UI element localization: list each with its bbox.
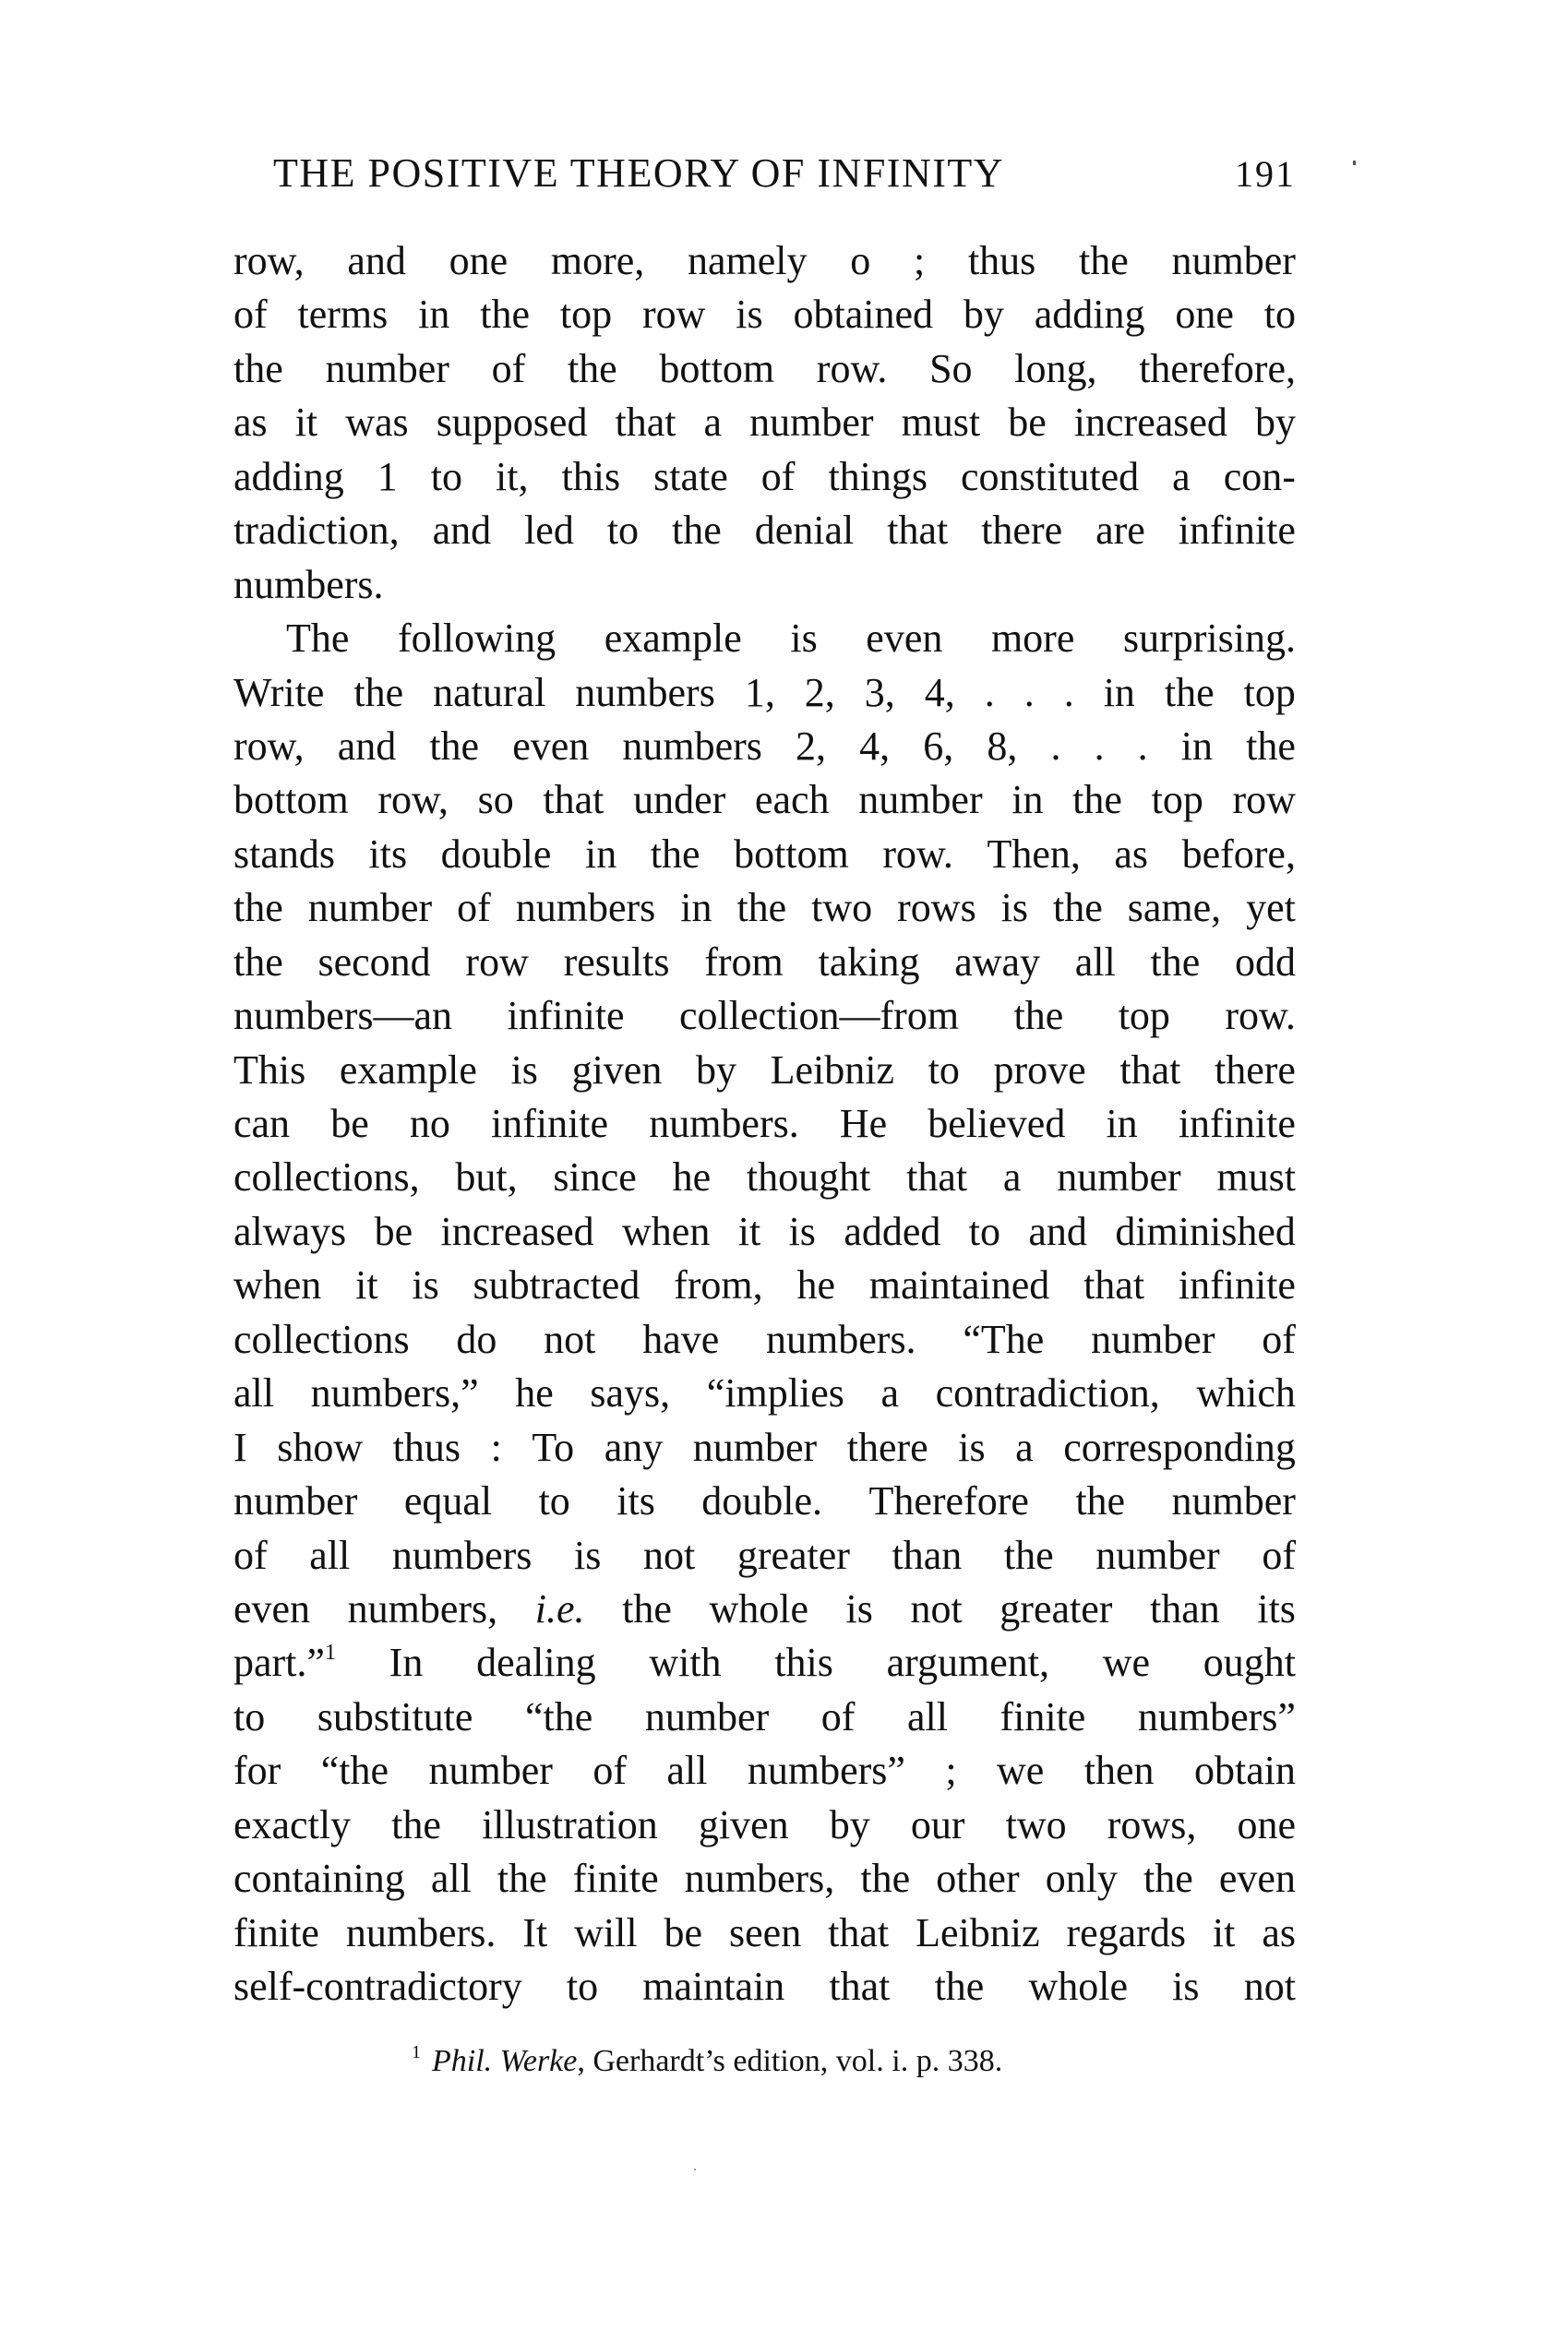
text-line: to substitute “the number of all finite numbers”: [233, 1694, 1296, 1739]
text-line: can be no infinite numbers. He believed in infinite: [233, 1101, 1296, 1146]
page-number: 191: [1235, 153, 1296, 195]
text-line: I show thus : To any number there is a corresponding: [233, 1425, 1296, 1470]
text-line: numbers.: [233, 562, 384, 607]
text-line: self-contradictory to maintain that the whole is not: [233, 1964, 1296, 2009]
text-line: the number of the bottom row. So long, therefore,: [233, 346, 1296, 391]
text-line: the second row results from taking away all the odd: [233, 939, 1296, 985]
running-title: THE POSITIVE THEORY OF INFINITY: [273, 150, 1005, 196]
footnote-title: Phil. Werke: [432, 2044, 578, 2078]
text-line: collections do not have numbers. “The number of: [233, 1317, 1296, 1362]
text-line: for “the number of all numbers” ; we then obtain: [233, 1748, 1296, 1793]
text-line: stands its double in the bottom row. Then, as before,: [233, 831, 1296, 877]
text-line: bottom row, so that under each number in the top row: [233, 777, 1296, 822]
text-line: as it was supposed that a number must be increased by: [233, 400, 1296, 445]
text-line: The following example is even more surprising.: [286, 616, 1296, 661]
text-line: containing all the finite numbers, the other only the even: [233, 1856, 1296, 1901]
text-line: adding 1 to it, this state of things constituted a con-: [233, 454, 1296, 499]
text-line: exactly the illustration given by our two rows, one: [233, 1802, 1296, 1847]
scan-speck: [1353, 161, 1356, 165]
text-line: number equal to its double. Therefore the number: [233, 1478, 1296, 1524]
text-line: part.”$^1$ In dealing with this argument, we ought: [233, 1640, 1296, 1685]
text-line: row, and the even numbers 2, 4, 6, 8, . . . in the: [233, 723, 1296, 769]
scan-speck: [694, 2169, 696, 2170]
footnote: [412, 2034, 1002, 2080]
text-line: numbers—an infinite collection—from the top row.: [233, 993, 1296, 1038]
text-line: finite numbers. It will be seen that Leibniz regards it as: [233, 1910, 1296, 1955]
footnote-mark: 1: [412, 2042, 421, 2062]
text-line: row, and one more, namely o ; thus the number: [233, 238, 1296, 283]
text-line: always be increased when it is added to and diminished: [233, 1209, 1296, 1254]
text-line: Write the natural numbers 1, 2, 3, 4, . . . in the top: [233, 670, 1296, 715]
text-line: of all numbers is not greater than the number of: [233, 1533, 1296, 1578]
footnote-citation: , Gerhardt’s edition, vol. i. p. 338.: [577, 2044, 1003, 2078]
text-line: when it is subtracted from, he maintained that infinite: [233, 1262, 1296, 1308]
text-line: tradiction, and led to the denial that there are infinite: [233, 508, 1296, 553]
footnote-reference: 1: [324, 1641, 336, 1665]
text-line: the number of numbers in the two rows is the same, yet: [233, 885, 1296, 930]
text-line: of terms in the top row is obtained by adding one to: [233, 292, 1296, 337]
text-line: even numbers, i.e. the whole is not greater than its: [233, 1586, 1296, 1632]
text-line: collections, but, since he thought that a number must: [233, 1154, 1296, 1200]
text-line: all numbers,” he says, “implies a contradiction, which: [233, 1370, 1296, 1416]
text-line: This example is given by Leibniz to prove that there: [233, 1047, 1296, 1093]
running-head: [273, 149, 1296, 205]
